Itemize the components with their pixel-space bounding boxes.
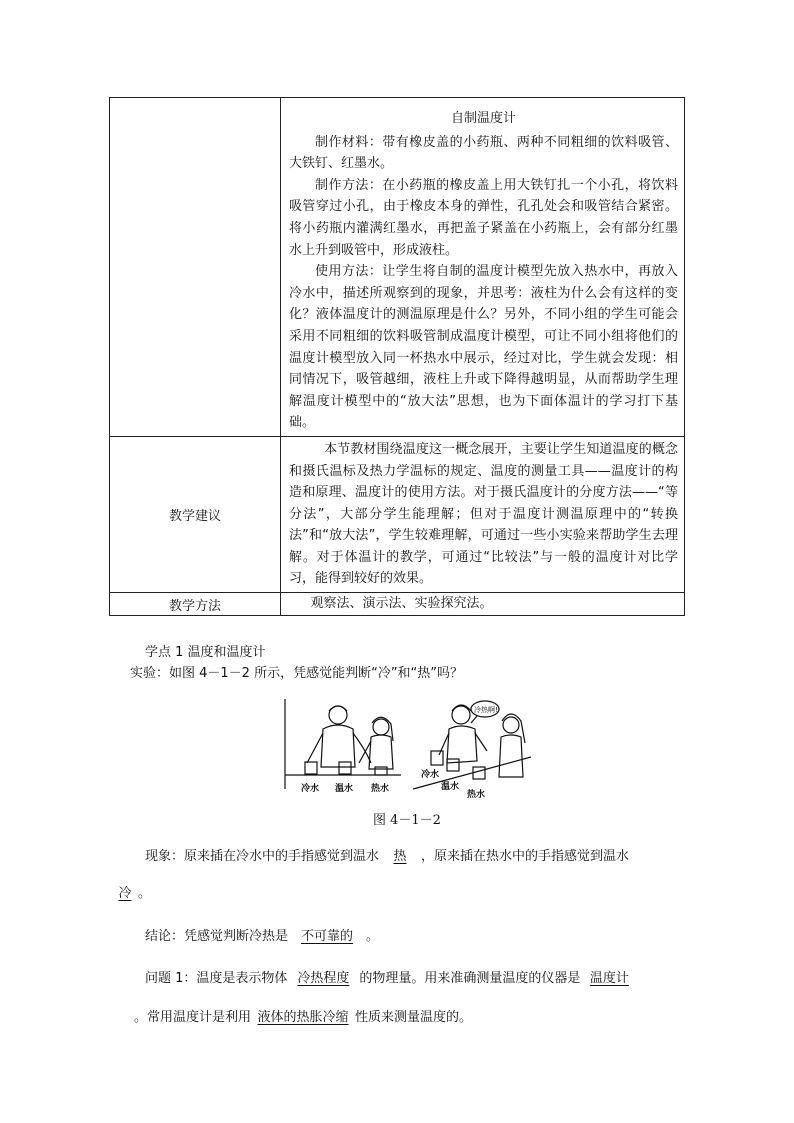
row-label-suggestion: 教学建议 xyxy=(168,508,221,524)
phenomenon-line xyxy=(145,845,629,864)
phenomenon-line-2 xyxy=(116,882,151,901)
row-label-cell xyxy=(110,593,281,616)
section-heading: 学点 1 温度和温度计 xyxy=(145,645,266,660)
lesson-table xyxy=(109,97,685,616)
row-content-cell xyxy=(281,98,685,437)
question1-middle: 的物理量。用来准确测量温度的仪器是 xyxy=(359,971,581,986)
question1-line xyxy=(145,967,638,986)
figure-label-hot-right: 热水 xyxy=(467,790,486,800)
paragraph-suggestion: 本节教材围绕温度这一概念展开，主要让学生知道温度的概念和摄氏温标及热力学温标的规定、温度的测量工具——温度计的构造和原理、温度计的使用方法。对于摄氏温度计的分度方法——“等分法”，大部分学生能理解；但对于温度计测温原理中的“转换法”和“放大法”，学生较难理解，可通过一些小实验来帮助学生去理解。对于体温计的教学，可通过“比较法”与一般的温度计对比学习，能得到较好的效果。 xyxy=(289,441,678,587)
speech-bubble-text: 冷热啊! xyxy=(474,706,498,714)
teaching-methods-text: 观察法、演示法、实验探究法。 xyxy=(310,596,493,612)
experiment-text: 实验：如图 4－1－2 所示，凭感觉能判断“冷”和“热”吗？ xyxy=(130,666,464,681)
row-label-method: 教学方法 xyxy=(168,598,221,614)
figure-label-hot-left: 热水 xyxy=(371,784,390,794)
figure-label-warm-left: 温水 xyxy=(335,784,354,794)
conclusion-line xyxy=(145,925,379,944)
row-content-cell xyxy=(281,593,685,616)
figure-caption: 图 4－1－2 xyxy=(373,813,441,828)
row-label-cell xyxy=(110,436,281,592)
answer-blank: 热 xyxy=(393,849,407,864)
paragraph-method: 制作方法：在小药瓶的橡皮盖上用大铁钉扎一个小孔，将饮料吸管穿过小孔，由于橡皮本身的弹性，孔孔处会和吸管结合紧密。将小药瓶内灌满红墨水，再把盖子紧盖在小药瓶上，会有部分红墨水上升到吸管中，形成液柱。 xyxy=(289,177,678,258)
question1-line-2 xyxy=(116,1006,472,1025)
figure-label-cold-left: 冷水 xyxy=(301,784,320,794)
conclusion-suffix: 。 xyxy=(366,929,380,944)
conclusion-prefix: 结论：凭感觉判断冷热是 xyxy=(145,929,289,944)
figure-label-cold-right: 冷水 xyxy=(421,770,440,780)
paragraph-materials: 制作材料：带有橡皮盖的小药瓶、两种不同粗细的饮料吸管、大铁钉、红墨水。 xyxy=(289,134,678,172)
phenomenon-suffix: 。 xyxy=(138,886,152,901)
answer-blank: 温度计 xyxy=(589,971,629,986)
table-row xyxy=(110,98,685,437)
answer-blank: 不可靠的 xyxy=(301,929,354,944)
question1-line2-prefix: 。常用温度计是利用 xyxy=(134,1010,252,1025)
table-row xyxy=(110,436,685,592)
activity-title: 自制温度计 xyxy=(450,111,516,126)
phenomenon-middle: ，原来插在热水中的手指感觉到温水 xyxy=(421,849,630,864)
answer-blank: 冷 xyxy=(118,886,132,901)
table-row xyxy=(110,593,685,616)
figure-label-warm-right: 温水 xyxy=(441,782,460,792)
paragraph-usage: 使用方法：让学生将自制的温度计模型先放入热水中，再放入冷水中，描述所观察到的现象，并思考：液柱为什么会有这样的变化？液体温度计的测温原理是什么？另外，不同小组的学生可能会采用不同粗细的饮料吸管制成温度计模型，可让不同小组将他们的温度计模型放入同一杯热水中展示，经过对比，学生就会发现：相同情况下，吸管越细，液柱上升或下降得越明显，从而帮助学生理解温度计模型中的“放大法”思想，也为下面体温计的学习打下基础。 xyxy=(289,264,678,431)
row-content-cell xyxy=(281,436,685,592)
phenomenon-prefix: 现象：原来插在冷水中的手指感觉到温水 xyxy=(145,849,380,864)
question1-suffix: 性质来测量温度的。 xyxy=(355,1010,473,1025)
figure-hot-cold-experiment xyxy=(283,697,533,805)
answer-blank: 冷热程度 xyxy=(297,971,350,986)
row-label-cell xyxy=(110,98,281,437)
question1-prefix: 问题 1：温度是表示物体 xyxy=(145,971,288,986)
answer-blank: 液体的热胀冷缩 xyxy=(257,1010,349,1025)
